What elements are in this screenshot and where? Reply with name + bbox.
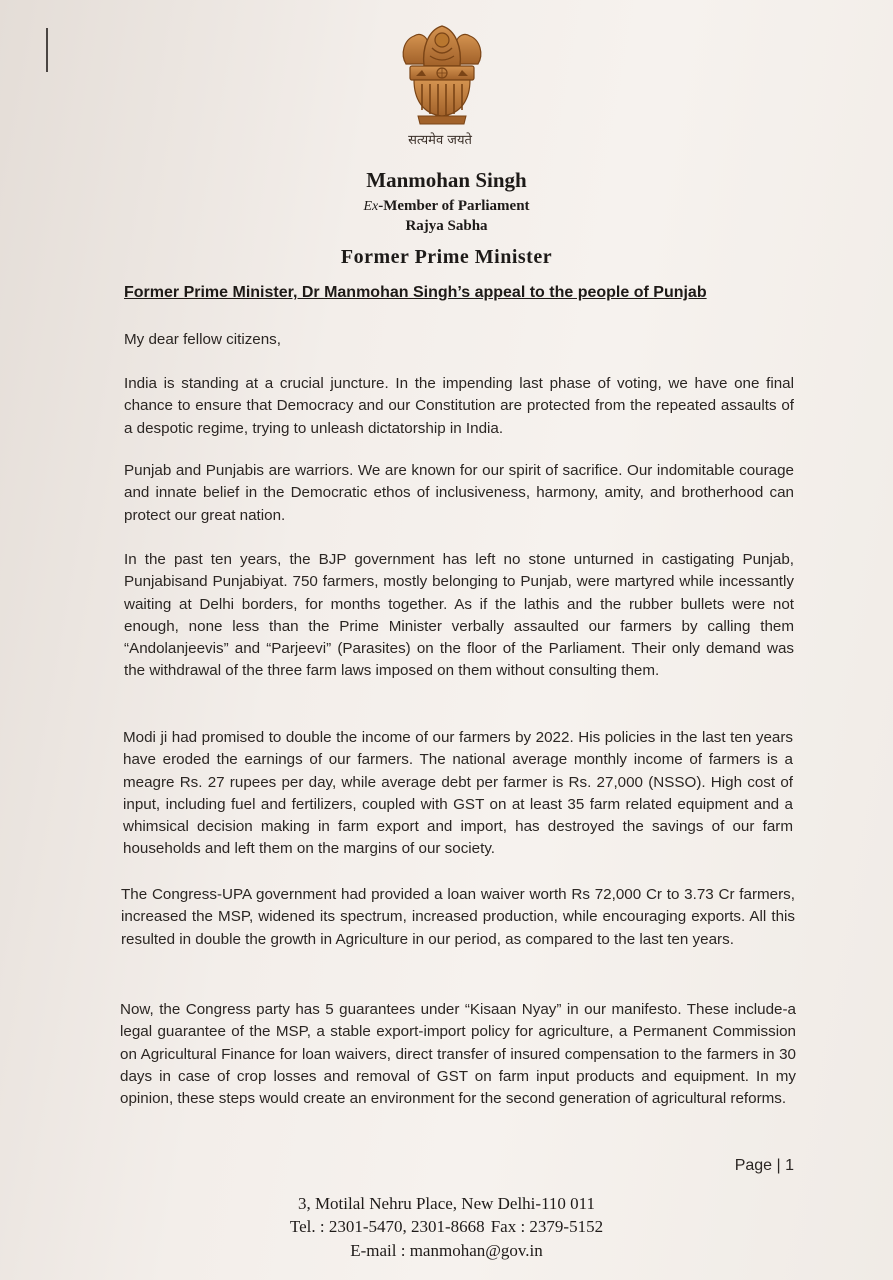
paragraph-bjp: In the past ten years, the BJP government has left no stone unturned in castigating Punjab, Punjabisand Punjabiyat. 750 farmers, mostly belonging to Punjab, were martyred while incessantly waiting at Delhi borders, for months together. As if the lathis and the rubber bullets were not enough, none less than the Prime Minister verbally assaulted our farmers by calling them “Andolanjeevis” and “Parjeevi” (Parasites) on the floor of the Parliament. Their only demand was the withdrawal of the three farm laws imposed on them without consulting them. [124, 551, 794, 680]
salutation: My dear fellow citizens, [124, 331, 281, 348]
footer-address: 3, Motilal Nehru Place, New Delhi-110 011 [297, 1194, 596, 1213]
paragraph-income: Modi ji had promised to double the income of our farmers by 2022. His policies in the last ten years have eroded the earnings of our farmers. The national average monthly income of farmers is a meagre Rs. 27 rupees per day, while average debt per farmer is Rs. 27,000 (NSSO). High cost of input, including fuel and fertilizers, coupled with GST on at least 35 farm related equipment and a whimsical decision making in farm export and import, has destroyed the savings of our farm households and left them on the margins of our society. [123, 729, 793, 858]
scan-edge-mark [46, 28, 48, 72]
letterhead-title: Former Prime Minister [340, 246, 553, 268]
paragraph-guarantees: Now, the Congress party has 5 guarantees under “Kisaan Nyay” in our manifesto. These include-a legal guarantee of the MSP, a stable export-import policy for agriculture, a Permanent Commission on Agricultural Finance for loan waivers, direct transfer of insured compensation to the farmers in 30 days in case of crop losses and removal of GST on farm input products and equipment. In my opinion, these steps would create an environment for the second generation of agricultural reforms. [120, 1001, 796, 1108]
letter-heading: Former Prime Minister, Dr Manmohan Singh’s appeal to the people of Punjab [124, 284, 707, 301]
page-number: Page | 1 [734, 1157, 794, 1174]
letterhead-role-prefix: Ex [363, 199, 379, 214]
letterhead-role-text: -Member of Parliament [378, 198, 530, 214]
emblem-motto: सत्यमेव जयते [408, 133, 472, 148]
letterhead-name: Manmohan Singh [366, 168, 527, 192]
footer-email: E-mail : manmohan@gov.in [350, 1241, 543, 1260]
paragraph-upa: The Congress-UPA government had provided a loan waiver worth Rs 72,000 Cr to 3.73 Cr farmers, increased the MSP, widened its spectrum, increased production, while encouraging exports. All this resulted in double the growth in Agriculture in our period, as compared to the last ten years. [121, 886, 795, 948]
paragraph-punjabis: Punjab and Punjabis are warriors. We are known for our spirit of sacrifice. Our indomitable courage and innate belief in the Democratic ethos of inclusiveness, harmony, amity, and brotherhood can protect our great nation. [124, 462, 794, 524]
paragraph-juncture: India is standing at a crucial juncture. In the impending last phase of voting, we have one final chance to ensure that Democracy and our Constitution are protected from the repeated assaults of a despotic regime, trying to unleash dictatorship in India. [124, 375, 794, 437]
footer-fax: Fax : 2379-5152 [490, 1217, 604, 1236]
footer-tel: Tel. : 2301-5470, 2301-8668 [289, 1217, 485, 1236]
letterhead-role [0, 198, 893, 215]
ashoka-emblem-icon [392, 18, 492, 130]
letterhead-house: Rajya Sabha [405, 218, 488, 234]
footer-phone [0, 1217, 893, 1237]
